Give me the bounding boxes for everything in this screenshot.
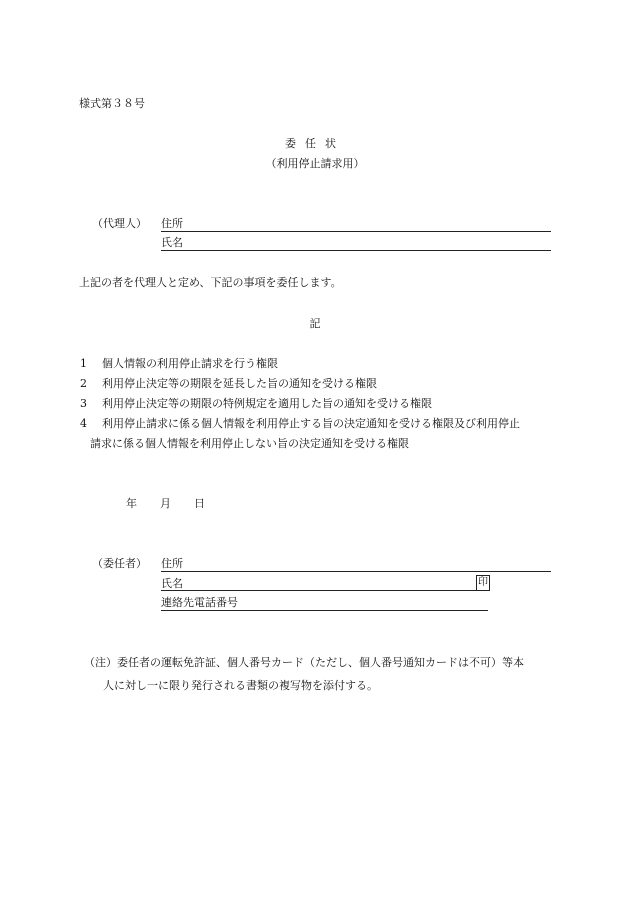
item-text: 利用停止決定等の期限の特例規定を適用した旨の通知を受ける権限 [102,397,432,410]
seal-mark: 印 [476,575,490,591]
item-continuation: 請求に係る個人情報を利用停止しない旨の決定通知を受ける権限 [90,437,409,450]
item-number: 4 [80,417,87,430]
principal-address-line [161,571,551,572]
list-item [80,377,377,391]
agent-name-label: 氏名 [161,236,183,249]
list-item [80,397,432,411]
principal-phone-line [161,610,488,611]
month-label: 月 [160,497,171,510]
list-item [80,357,278,371]
item-number: 1 [80,357,87,370]
delegation-statement: 上記の者を代理人と定め、下記の事項を委任します。 [79,276,342,289]
date-line [126,497,228,511]
principal-phone-label: 連絡先電話番号 [161,596,238,609]
agent-address-line [161,231,551,232]
document-title: 委任状 [285,137,345,150]
note-line-1: （注）委任者の運転免許証、個人番号カード（ただし、個人番号通知カードは不可）等本 [84,656,524,669]
principal-name-label: 氏名 [161,577,183,590]
day-label: 日 [194,497,205,510]
agent-name-line [161,250,551,251]
item-number: 2 [80,377,87,390]
ki-heading: 記 [309,317,321,330]
principal-address-label: 住所 [161,557,183,570]
agent-address-label: 住所 [161,217,183,230]
item-text: 利用停止決定等の期限を延長した旨の通知を受ける権限 [102,377,377,390]
principal-name-line [161,590,488,591]
form-number: 様式第３８号 [79,97,145,110]
agent-role-label: （代理人） [92,217,147,230]
document-subtitle: （利用停止請求用） [265,157,365,170]
note-line-2: 人に対し一に限り発行される書類の複写物を添付する。 [103,679,378,692]
item-text: 利用停止請求に係る個人情報を利用停止する旨の決定通知を受ける権限及び利用停止 [102,417,520,430]
principal-role-label: （委任者） [92,557,147,570]
year-label: 年 [126,497,137,510]
list-item [80,417,520,431]
item-text: 個人情報の利用停止請求を行う権限 [102,357,278,370]
item-number: 3 [80,397,87,410]
